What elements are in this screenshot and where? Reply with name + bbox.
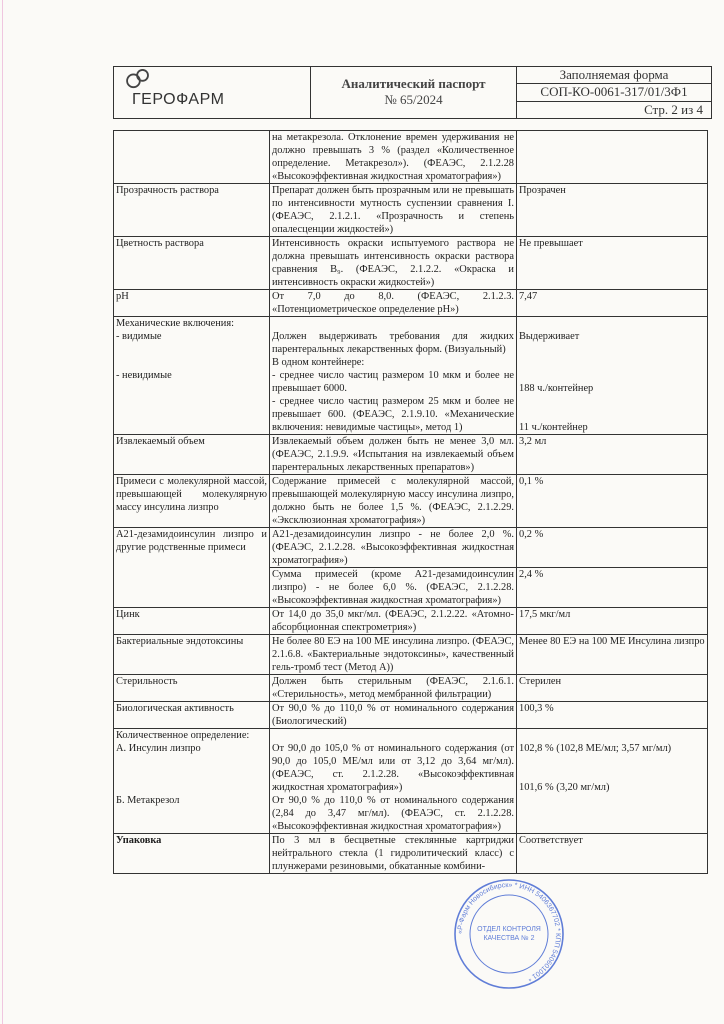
assay-a-result: 102,8 % (102,8 МЕ/мл; 3,57 мг/мл) [519,743,672,754]
result-cell [517,729,708,834]
result-25um: 11 ч./контейнер [519,422,588,433]
table-row [114,237,708,290]
test-name: А21-дезамидоинсулин лизпро и другие родственные примеси [114,528,270,608]
table-row [114,290,708,317]
test-name: Стерильность [114,675,270,702]
requirement-cell: От 14,0 до 35,0 мкг/мл. (ФЕАЭС, 2.1.2.22. «Атомно-абсорбционная спектрометрия») [270,608,517,635]
table-row [114,184,708,237]
test-name: Упаковка [114,834,270,874]
requirement-cell [270,729,517,834]
mech-title: Механические включения: [116,318,235,329]
test-name: Цветность раствора [114,237,270,290]
document-title [311,67,517,118]
result-cell: 0,1 % [517,475,708,528]
requirement-cell: Содержание примесей с молекулярной массой, превышающей молекулярную массу инсулина лизпро, должно быть не более 1,5 %. (ФЕАЭС, 2.1.2.29. «Эксклюзионная хроматография») [270,475,517,528]
result-cell: Менее 80 ЕЭ на 100 МЕ Инсулина лизпро [517,635,708,675]
table-row [114,475,708,528]
test-name: Цинк [114,608,270,635]
requirement-cell: Извлекаемый объем должен быть не менее 3,0 мл. (ФЕАЭС, 2.1.9.9. «Испытания на извлекаемый объем парентеральных лекарственных препаратов») [270,435,517,475]
requirement-cell: Должен быть стерильным (ФЕАЭС, 2.1.6.1. «Стерильность», метод мембранной фильтрации) [270,675,517,702]
test-name: Биологическая активность [114,702,270,729]
mech-invisible: - невидимые [116,370,172,381]
assay-a-name: А. Инсулин лизпро [116,743,201,754]
req-25um: - среднее число частиц размером 25 мкм и более не превышает 600. (ФЕАЭС, 2.1.9.10. «Механические включения: невидимые частицы», метод 1) [272,396,514,433]
company-stamp [453,878,565,990]
form-info [517,67,711,118]
analysis-table [113,130,708,874]
requirement-cell: Интенсивность окраски испытуемого раствора не должна превышать интенсивность окраски раствора сравнения B₉. (ФЕАЭС, 2.1.2.2. «Окраска и интенсивность окраски жидкостей») [270,237,517,290]
assay-b-result: 101,6 % (3,20 мг/мл) [519,782,610,793]
result-10um: 188 ч./контейнер [519,383,594,394]
result-cell: 2,4 % [517,568,708,608]
result-cell [517,317,708,435]
req-visible: Должен выдерживать требования для жидких парентеральных лекарственных форм. (Визуальный) [272,331,514,355]
requirement-cell: на метакрезола. Отклонение времен удерживания не должно превышать 3 % (раздел «Количественное определение. Метакрезол»). (ФЕАЭС, 2.1.2.28 «Высокоэффективная жидкостная хроматография») [270,131,517,184]
assay-b-req: От 90,0 % до 110,0 % от номинального содержания (2,84 до 3,47 мг/мл). (ФЕАЭС, ст. 2.1.2.28. «Высокоэффективная жидкостная хроматография») [272,795,514,832]
assay-title: Количественное определение: [116,730,250,741]
stamp-center-text: ОТДЕЛ КОНТРОЛЯ КАЧЕСТВА № 2 [477,926,541,942]
test-name: pH [114,290,270,317]
req-container: В одном контейнере: [272,357,365,368]
title-text: Аналитический паспорт [341,76,486,91]
page-number: Стр. 2 из 4 [644,101,703,117]
company-name: ГЕРОФАРМ [132,91,225,108]
table-row [114,729,708,834]
result-cell: 0,2 % [517,528,708,568]
result-cell: 7,47 [517,290,708,317]
table-row [114,834,708,874]
requirement-cell: Препарат должен быть прозрачным или не превышать по интенсивности мутность суспензии сравнения I. (ФЕАЭС, 2.1.2.1. «Прозрачность и степень опалесценции жидкостей») [270,184,517,237]
requirement-cell: По 3 мл в бесцветные стеклянные картриджи нейтрального стекла (1 гидролитический класс) с плунжерами резиновыми, обкатанные комбини- [270,834,517,874]
test-name: Примеси с молекулярной массой, превышающей молекулярную массу инсулина лизпро [114,475,270,528]
document-header [113,66,712,119]
requirement-cell: Сумма примесей (кроме А21-дезамидоинсулин лизпро) - не более 6,0 %. (ФЕАЭС, 2.1.2.28. «Высокоэффективная жидкостная хроматография») [270,568,517,608]
result-cell: 100,3 % [517,702,708,729]
test-name: Извлекаемый объем [114,435,270,475]
company-logo-icon [124,69,152,89]
mech-visible: - видимые [116,331,162,342]
assay-a-req: От 90,0 до 105,0 % от номинального содержания (от 90,0 до 105,0 МЕ/мл или от 3,12 до 3,64 мг/мл). (ФЕАЭС, ст. 2.1.2.28. «Высокоэффективная жидкостная хроматография») [272,743,514,793]
test-name [114,317,270,435]
form-label: Заполняемая форма [517,67,711,84]
form-code: СОП-КО-0061-317/01/3Ф1 [517,84,711,101]
scan-margin-line [2,0,3,1024]
requirement-cell: Не более 80 ЕЭ на 100 МЕ инсулина лизпро. (ФЕАЭС, 2.1.6.8. «Бактериальные эндотоксины», качественный гель-тромб тест (Метод А)) [270,635,517,675]
table-row [114,635,708,675]
table-row [114,702,708,729]
document-body [113,130,708,990]
assay-b-name: Б. Метакрезол [116,795,180,806]
table-row [114,528,708,568]
requirement-cell: От 90,0 % до 110,0 % от номинального содержания (Биологический) [270,702,517,729]
result-cell: Стерилен [517,675,708,702]
company-logo [114,67,311,118]
req-10um: - среднее число частиц размером 10 мкм и более не превышает 6000. [272,370,514,394]
stamp-ring-text: «Р-Фарм Новосибирск» * ИНН 5406367702 * КПП 540601001 * [456,881,562,982]
result-cell: Не превышает [517,237,708,290]
requirement-cell [270,317,517,435]
test-name: Бактериальные эндотоксины [114,635,270,675]
result-cell: 3,2 мл [517,435,708,475]
requirement-cell: А21-дезамидоинсулин лизпро - не более 2,0 %. (ФЕАЭС, 2.1.2.28. «Высокоэффективная жидкостная хроматография») [270,528,517,568]
result-cell: Соответствует [517,834,708,874]
requirement-cell: От 7,0 до 8,0. (ФЕАЭС, 2.1.2.3. «Потенциометрическое определение pH») [270,290,517,317]
table-row [114,675,708,702]
test-name: Прозрачность раствора [114,184,270,237]
table-row [114,435,708,475]
table-row [114,608,708,635]
result-visible: Выдерживает [519,331,580,342]
passport-number: № 65/2024 [384,92,443,107]
result-cell: Прозрачен [517,184,708,237]
table-row [114,317,708,435]
test-name [114,729,270,834]
table-row [114,131,708,184]
result-cell: 17,5 мкг/мл [517,608,708,635]
